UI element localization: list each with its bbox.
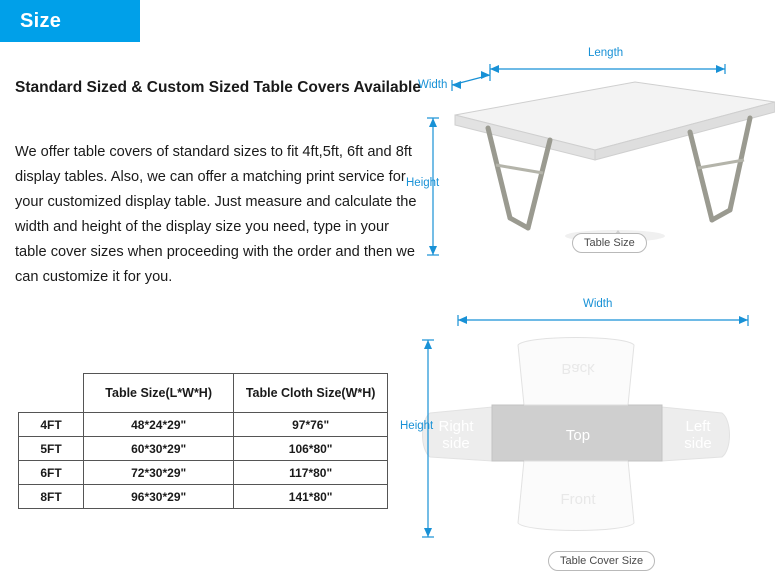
cell-cloth-size: 106*80" [234,437,388,461]
cover-face-top-label: Top [565,427,591,444]
cell-ft: 8FT [19,485,84,509]
cell-table-size: 60*30*29" [84,437,234,461]
cell-table-size: 48*24*29" [84,413,234,437]
cover-size-caption: Table Cover Size [548,551,655,571]
cover-face-right-side-label-line1: Right [438,418,474,435]
cell-table-size: 96*30*29" [84,485,234,509]
table-width-label: Width [418,79,448,91]
cover-face-left-side-label-line2: side [684,435,712,452]
table-row [19,461,388,485]
cell-cloth-size: 141*80" [234,485,388,509]
size-spec-table [18,373,388,509]
table-header-cell-blank [19,374,84,413]
table-row [19,413,388,437]
cover-height-label: Height [400,420,434,432]
table-header-cell-cloth-size: Table Cloth Size(W*H) [234,374,388,413]
table-length-label: Length [588,47,624,59]
page-title: Standard Sized & Custom Sized Table Covers Available [15,79,421,96]
table-height-label: Height [406,177,440,189]
cover-face-right-side-label-line2: side [442,435,470,452]
cover-face-back-label: Back [561,360,595,377]
size-section-tab [0,0,140,42]
table-row [19,437,388,461]
cell-ft: 4FT [19,413,84,437]
intro-paragraph: We offer table covers of standard sizes to fit 4ft,5ft, 6ft and 8ft display tables. Also, we can offer a matching print service for your customized display table. Just measure and calculate the width and height of the display size you need, type in your table cover sizes when proceeding with the order and then we can customize it for you. [15,144,417,285]
cell-ft: 6FT [19,461,84,485]
size-section-tab-label: Size [20,9,62,32]
table-header-row [19,374,388,413]
cell-cloth-size: 117*80" [234,461,388,485]
cover-face-front-label: Front [560,491,596,508]
cell-cloth-size: 97*76" [234,413,388,437]
table-size-caption: Table Size [572,233,647,253]
cell-ft: 5FT [19,437,84,461]
cover-width-label: Width [583,298,613,310]
table-size-diagram [400,40,775,270]
cell-table-size: 72*30*29" [84,461,234,485]
cover-face-left-side-label-line1: Left [685,418,711,435]
table-row [19,485,388,509]
table-cover-diagram [400,298,775,575]
table-header-cell-table-size: Table Size(L*W*H) [84,374,234,413]
